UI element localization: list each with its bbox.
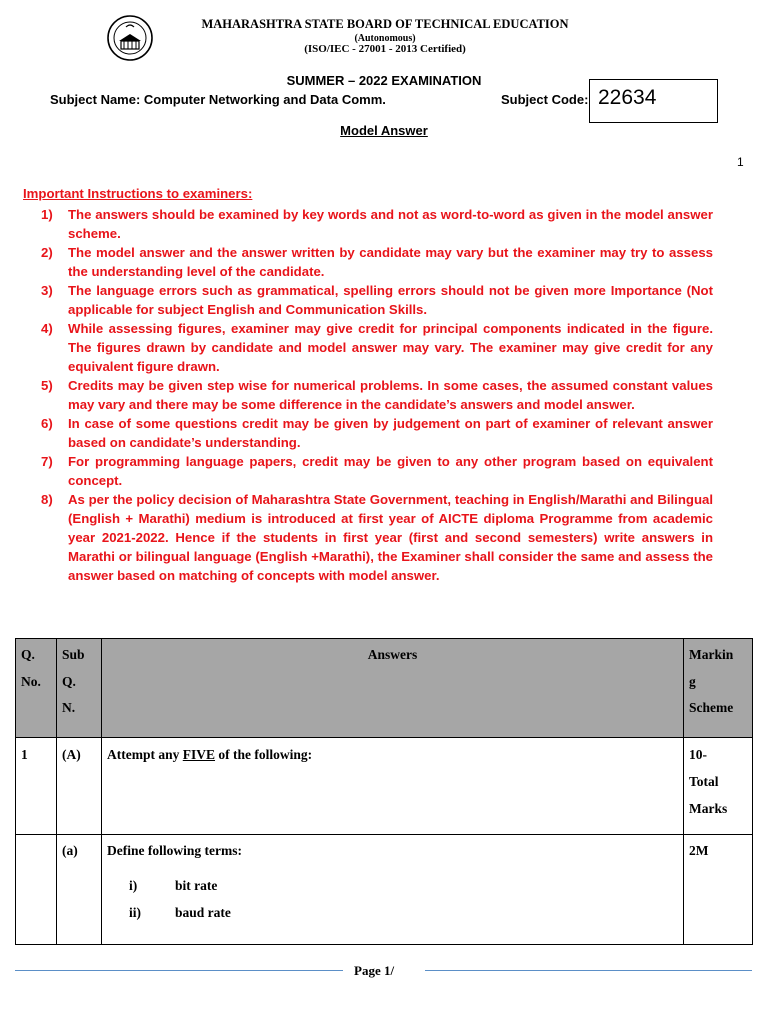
instruction-text: In case of some questions credit may be given by judgement on part of examiner of relevant answer based on candidate’s understanding. <box>68 416 713 450</box>
autonomous-label: (Autonomous) <box>354 33 416 44</box>
instruction-text: The model answer and the answer written by candidate may vary but the examiner may try to assess the understanding level of the candidate. <box>68 245 713 279</box>
msbte-seal-icon <box>106 14 154 62</box>
header-sub-line1: Sub <box>62 647 85 662</box>
instruction-text: As per the policy decision of Maharashtra State Government, teaching in English/Marathi and Bilingual (English + Marathi) medium is introduced at first year of AICTE diploma Programme from academic year 2021-2022. Hence if the students in first year (first and second semesters) write answers in Marathi or bilingual language (English +Marathi), the Examiner shall consider the same and assess the answer based on matching of concepts with model answer. <box>68 492 713 583</box>
instruction-number: 7) <box>41 454 53 469</box>
answer-table <box>15 638 753 945</box>
term-number: ii) <box>129 905 141 920</box>
instruction-number: 1) <box>41 207 53 222</box>
subject-name: Subject Name: Computer Networking and Data Comm. <box>50 92 386 107</box>
answer-title: Define following terms: <box>107 843 242 858</box>
instruction-number: 2) <box>41 245 53 260</box>
term-number: i) <box>129 878 138 893</box>
subject-code-value: 22634 <box>598 86 657 109</box>
instruction-number: 8) <box>41 492 53 507</box>
instruction-text: While assessing figures, examiner may give credit for principal components indicated in the figure. The figures drawn by candidate and model answer may vary. The examiner may give credit for any equivalent figure drawn. <box>68 321 713 374</box>
term-text: baud rate <box>175 905 231 920</box>
instructions-heading: Important Instructions to examiners: <box>23 186 253 201</box>
table-header-row <box>16 639 753 738</box>
instruction-number: 4) <box>41 321 53 336</box>
page-number: 1 <box>737 155 744 169</box>
instruction-item <box>23 452 713 490</box>
cell-answer <box>102 738 684 835</box>
header-marking-line3: Scheme <box>689 700 734 715</box>
header-marking-line1: Markin <box>689 647 734 662</box>
footer-divider-right <box>425 970 752 971</box>
instruction-number: 5) <box>41 378 53 393</box>
header-marking-scheme <box>684 639 753 738</box>
header-sub-q <box>57 639 102 738</box>
instruction-text: The language errors such as grammatical, spelling errors should not be given more Importance (Not applicable for subject English and Communication Skills. <box>68 283 713 317</box>
marks-line2: Total <box>689 774 719 789</box>
instruction-item <box>23 281 713 319</box>
table-row <box>16 835 753 945</box>
instructions-list <box>23 205 713 585</box>
list-item <box>107 899 678 926</box>
instruction-item <box>23 414 713 452</box>
instruction-item <box>23 376 713 414</box>
instruction-text: The answers should be examined by key words and not as word-to-word as given in the model answer scheme. <box>68 207 713 241</box>
table-row <box>16 738 753 835</box>
instruction-number: 3) <box>41 283 53 298</box>
model-answer-heading: Model Answer <box>340 123 428 138</box>
header-q-no-line2: No. <box>21 673 41 689</box>
marks-line3: Marks <box>689 801 728 816</box>
term-text: bit rate <box>175 878 218 893</box>
header-marking-line2: g <box>689 673 696 689</box>
answer-prefix: Attempt any <box>107 747 183 762</box>
marks-line1: 10- <box>689 747 707 762</box>
answer-suffix: of the following: <box>215 747 313 762</box>
iso-certification: (ISO/IEC - 27001 - 2013 Certified) <box>304 43 466 55</box>
cell-sub-q: (a) <box>57 835 102 945</box>
cell-q-no: 1 <box>16 738 57 835</box>
header-q-no <box>16 639 57 738</box>
board-name: MAHARASHTRA STATE BOARD OF TECHNICAL EDUCATION <box>201 17 569 31</box>
instruction-item <box>23 319 713 376</box>
header-answers-label: Answers <box>367 647 418 662</box>
list-item <box>107 872 678 899</box>
cell-marks: 2M <box>684 835 753 945</box>
instruction-text: Credits may be given step wise for numerical problems. In some cases, the assumed constant values may vary and there may be some difference in the candidate’s answers and model answer. <box>68 378 713 412</box>
cell-q-no <box>16 835 57 945</box>
answer-emphasis: FIVE <box>182 747 216 762</box>
term-list <box>107 872 678 926</box>
cell-marks <box>684 738 753 835</box>
subject-code-label: Subject Code: <box>501 92 589 107</box>
cell-answer <box>102 835 684 945</box>
header-answers <box>102 639 684 738</box>
instruction-number: 6) <box>41 416 53 431</box>
instruction-text: For programming language papers, credit may be given to any other program based on equivalent concept. <box>68 454 713 488</box>
header-q-no-line1: Q. <box>21 647 35 662</box>
instruction-item <box>23 205 713 243</box>
footer-divider-left <box>15 970 343 971</box>
header-sub-line3: N. <box>62 700 76 715</box>
instruction-item <box>23 243 713 281</box>
header-sub-line2: Q. <box>62 673 76 689</box>
exam-title: SUMMER – 2022 EXAMINATION <box>286 73 482 88</box>
cell-sub-q: (A) <box>57 738 102 835</box>
footer-page-label: Page 1/ <box>354 963 395 978</box>
instruction-item <box>23 490 713 585</box>
